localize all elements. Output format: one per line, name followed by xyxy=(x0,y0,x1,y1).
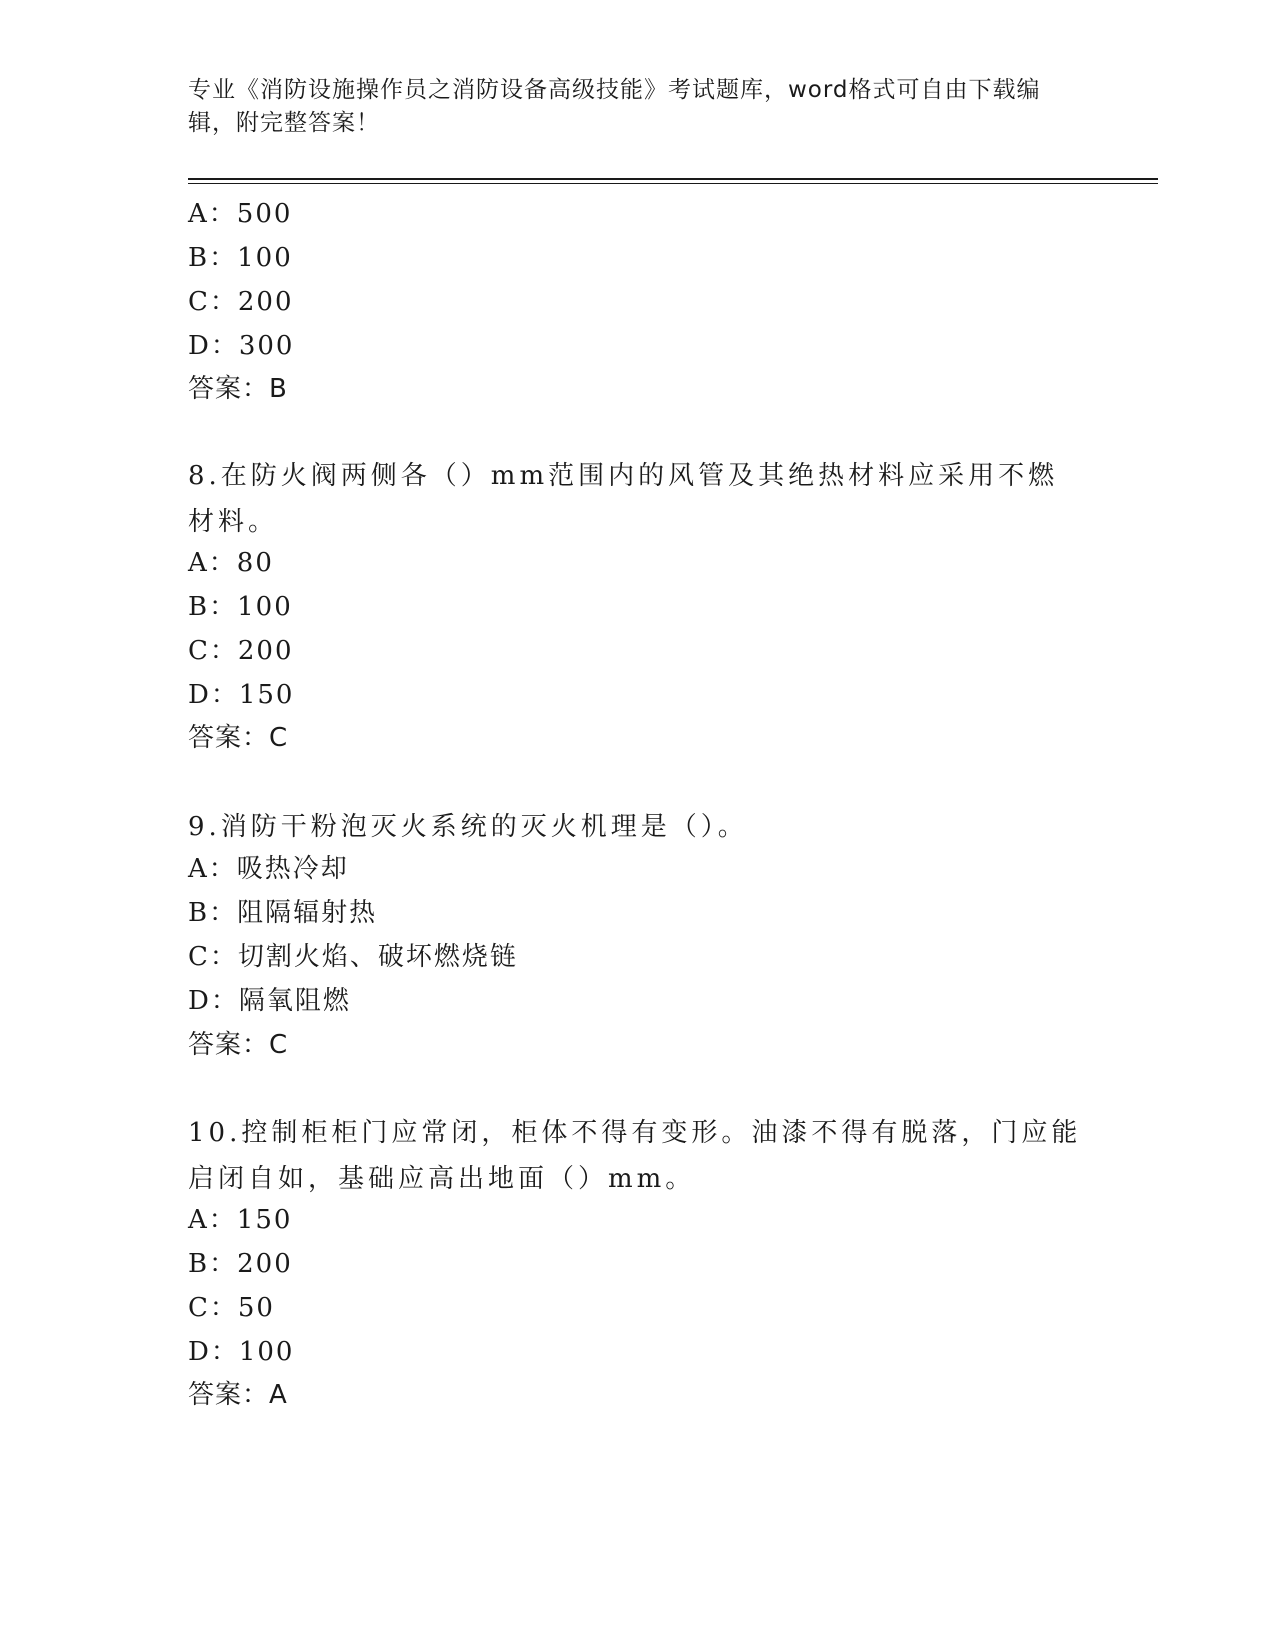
q8-option-a: A：80 xyxy=(188,548,274,578)
q10-answer: 答案：A xyxy=(188,1380,288,1410)
q9-question: 9.消防干粉泡灭火系统的灭火机理是（）。 xyxy=(188,812,748,842)
header-rule-thick xyxy=(188,178,1158,180)
q7-option-c: C：200 xyxy=(188,287,294,317)
q9-option-d: D：隔氧阻燃 xyxy=(188,986,351,1016)
q8-answer: 答案：C xyxy=(188,723,289,753)
header-rule-thin xyxy=(188,183,1158,184)
q7-option-d: D：300 xyxy=(188,331,295,361)
q9-option-c: C：切割火焰、破坏燃烧链 xyxy=(188,942,518,972)
q7-option-b: B：100 xyxy=(188,243,293,273)
document-header: 专业《消防设施操作员之消防设备高级技能》考试题库，word格式可自由下载编辑，附完整答案！ xyxy=(188,77,1041,136)
q8-option-c: C：200 xyxy=(188,636,294,666)
q8-question: 8.在防火阀两侧各（）mm范围内的风管及其绝热材料应采用不燃材料。 xyxy=(188,461,1059,537)
q7-option-a: A：500 xyxy=(188,199,293,229)
q10-option-b: B：200 xyxy=(188,1249,293,1279)
q8-option-d: D：150 xyxy=(188,680,295,710)
q10-question: 10.控制柜柜门应常闭，柜体不得有变形。油漆不得有脱落，门应能启闭自如，基础应高出地面（）mm。 xyxy=(188,1118,1082,1194)
q10-option-d: D：100 xyxy=(188,1337,295,1367)
q10-option-a: A：150 xyxy=(188,1205,293,1235)
q8-option-b: B：100 xyxy=(188,592,293,622)
q9-answer: 答案：C xyxy=(188,1030,289,1060)
q9-option-b: B：阻隔辐射热 xyxy=(188,898,378,928)
q7-answer: 答案：B xyxy=(188,374,288,404)
q10-option-c: C：50 xyxy=(188,1293,275,1323)
q9-option-a: A：吸热冷却 xyxy=(188,854,349,884)
